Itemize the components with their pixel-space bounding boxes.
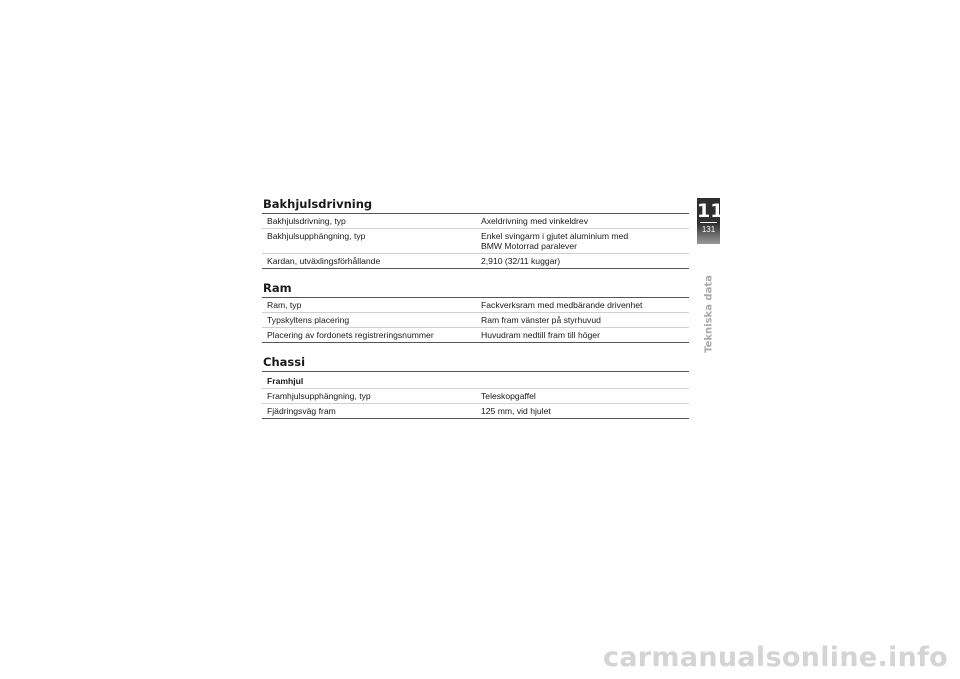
table-row [262,298,689,313]
table-row [262,328,689,343]
spec-value: Teleskopgaffel [476,389,689,404]
section-title-bakhjulsdrivning: Bakhjulsdrivning [263,197,373,211]
spec-label: Bakhjulsupphängning, typ [262,229,476,254]
spec-label: Placering av fordonets registreringsnummer [262,328,476,343]
spec-table-ram [262,297,689,343]
spec-value: Ram fram vänster på styrhuvud [476,313,689,328]
spec-value: 125 mm, vid hjulet [476,404,689,419]
spec-label: Typskyltens placering [262,313,476,328]
spec-label: Ram, typ [262,298,476,313]
table-subheading-row [262,372,689,389]
spec-table-bakhjulsdrivning [262,213,689,269]
section-title-ram: Ram [263,281,292,295]
spec-content [262,196,689,419]
spec-table-chassi [262,371,689,419]
table-row [262,214,689,229]
spec-label: Fjädringsväg fram [262,404,476,419]
table-row [262,254,689,269]
spec-value: Huvudram nedtill fram till höger [476,328,689,343]
spec-value: 2,910 (32/11 kuggar) [476,254,689,269]
spec-label: Framhjulsupphängning, typ [262,389,476,404]
table-row [262,313,689,328]
chapter-number: 11 [697,200,724,222]
page-number: 131 [701,225,716,234]
table-subheading: Framhjul [262,372,689,389]
chapter-side-label: Tekniska data [703,275,715,353]
table-row [262,229,689,254]
spec-label: Kardan, utväxlingsförhållande [262,254,476,269]
table-row [262,404,689,419]
spec-label: Bakhjulsdrivning, typ [262,214,476,229]
watermark: carmanualsonline.info [602,642,948,673]
spec-value: Axeldrivning med vinkeldrev [476,214,689,229]
section-title-chassi: Chassi [263,355,306,369]
spec-value: Enkel svingarm i gjutet aluminium med BMW Motorrad paralever [476,229,689,254]
spec-value: Fackverksram med medbärande drivenhet [476,298,689,313]
table-row [262,389,689,404]
chapter-divider [700,222,717,223]
chapter-tab [697,198,724,244]
